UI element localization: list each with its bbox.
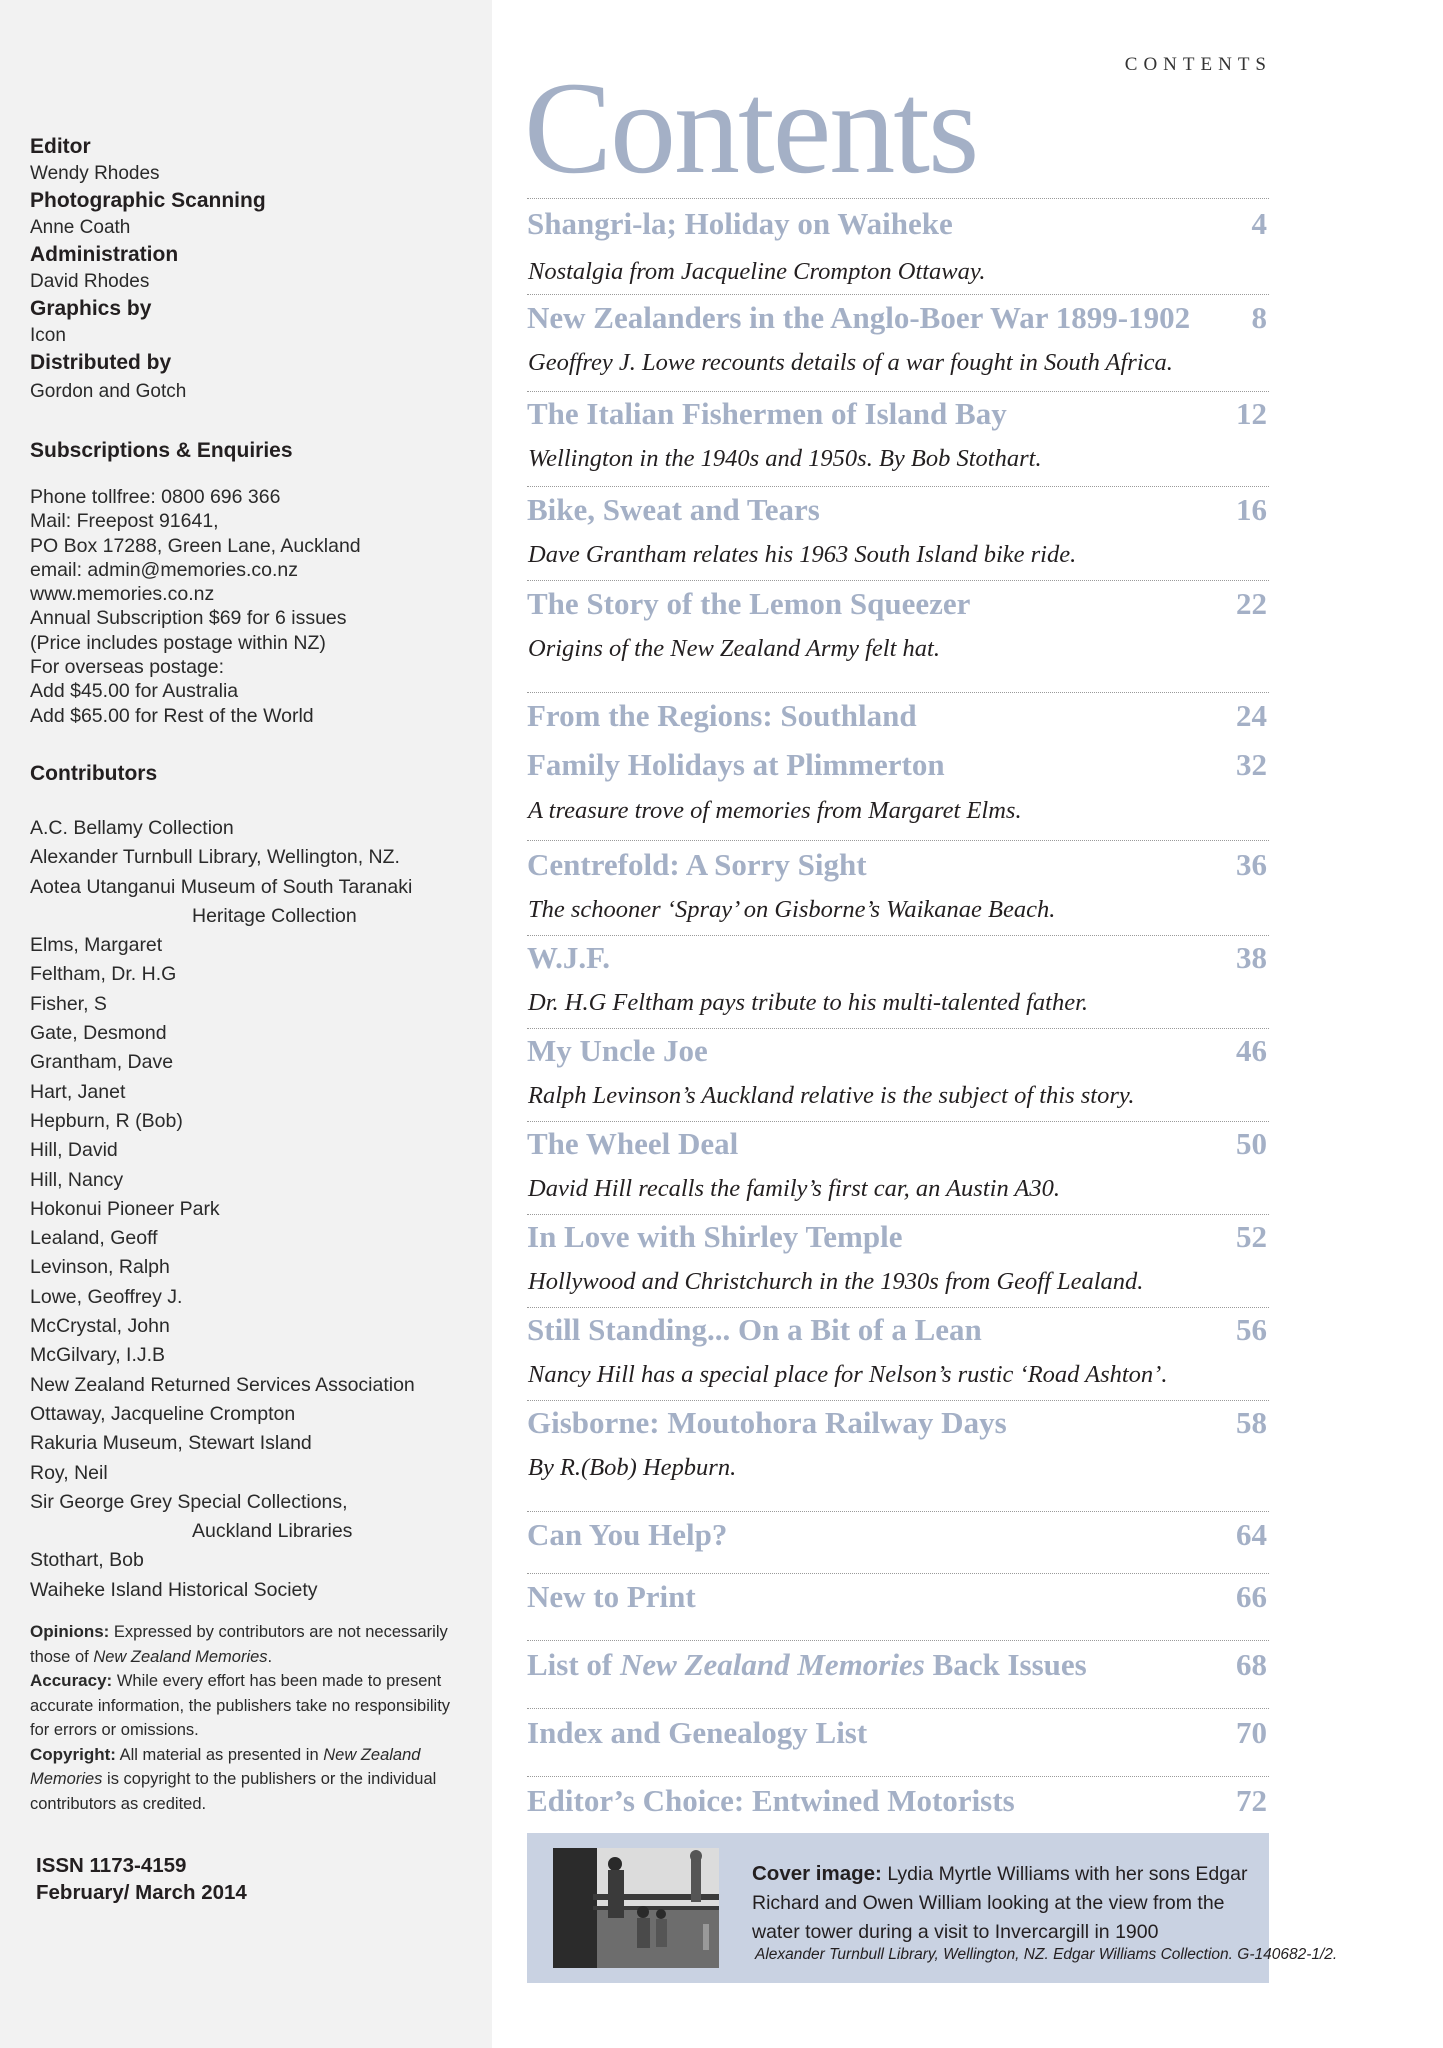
page-title: Contents <box>524 54 978 201</box>
contributor: McGilvary, I.J.B <box>30 1344 166 1367</box>
contributor: Rakuria Museum, Stewart Island <box>30 1432 312 1455</box>
toc-entry-title[interactable]: Index and Genealogy List <box>527 1715 868 1750</box>
toc-entry-page[interactable]: 4 <box>1251 206 1267 241</box>
toc-entry-page[interactable]: 64 <box>1236 1517 1267 1552</box>
toc-entry-page[interactable]: 16 <box>1236 492 1267 527</box>
divider <box>527 1121 1269 1122</box>
contributor: Grantham, Dave <box>30 1051 174 1074</box>
scanning-label: Photographic Scanning <box>30 189 266 212</box>
distributed-label: Distributed by <box>30 351 172 374</box>
toc-entry-page[interactable]: 38 <box>1236 940 1267 975</box>
admin-label: Administration <box>30 243 179 266</box>
toc-entry-page[interactable]: 52 <box>1236 1219 1267 1254</box>
contributor: Waiheke Island Historical Society <box>30 1578 318 1601</box>
toc-entry-title[interactable]: My Uncle Joe <box>527 1033 708 1068</box>
divider <box>527 294 1269 295</box>
toc-entry-page[interactable]: 58 <box>1236 1405 1267 1440</box>
accuracy-notice <box>30 1669 470 1743</box>
toc-entry-subtitle: Dave Grantham relates his 1963 South Island bike ride. <box>528 541 1077 568</box>
toc-entry-page[interactable]: 68 <box>1236 1647 1267 1682</box>
publication-name: New Zealand Memories <box>30 1745 421 1788</box>
contributor: Hokonui Pioneer Park <box>30 1197 220 1220</box>
subscription-line: Annual Subscription $69 for 6 issues <box>30 607 347 630</box>
publication-name: New Zealand Memories <box>93 1647 268 1666</box>
subscription-info <box>30 485 361 728</box>
toc-entry-page[interactable]: 12 <box>1236 396 1267 431</box>
copyright-text: All material as presented in <box>119 1745 319 1764</box>
accuracy-label: Accuracy: <box>30 1671 113 1690</box>
contributor: Hill, David <box>30 1139 118 1162</box>
divider <box>527 935 1269 936</box>
toc-entry-title[interactable]: Centrefold: A Sorry Sight <box>527 847 867 882</box>
toc-entry-page[interactable]: 72 <box>1236 1783 1267 1818</box>
contributor: Levinson, Ralph <box>30 1256 170 1279</box>
cover-description: Lydia Myrtle Williams with her sons Edgar Richard and Owen William looking at the view from the water tower during a visit to Invercargill in 1900 <box>752 1863 1248 1943</box>
contributor: Sir George Grey Special Collections, <box>30 1490 348 1513</box>
contributor: Lealand, Geoff <box>30 1227 158 1250</box>
editor-label: Editor <box>30 135 91 158</box>
graphics-label: Graphics by <box>30 297 152 320</box>
toc-entry-title[interactable]: Family Holidays at Plimmerton <box>527 747 945 782</box>
toc-entry-title[interactable]: The Italian Fishermen of Island Bay <box>527 396 1007 431</box>
subscription-line: Add $45.00 for Australia <box>30 680 239 703</box>
toc-entry-page[interactable]: 50 <box>1236 1126 1267 1161</box>
subscription-line: Add $65.00 for Rest of the World <box>30 704 314 727</box>
toc-entry-page[interactable]: 24 <box>1236 698 1267 733</box>
website-link[interactable]: www.memories.co.nz <box>30 583 215 606</box>
toc-entry-page[interactable]: 66 <box>1236 1579 1267 1614</box>
toc-entry-title[interactable]: Shangri-la; Holiday on Waiheke <box>527 206 953 241</box>
masthead-credits <box>30 133 266 405</box>
opinions-notice <box>30 1620 470 1669</box>
toc-entry-title[interactable]: Bike, Sweat and Tears <box>527 492 820 527</box>
toc-entry-title[interactable]: Editor’s Choice: Entwined Motorists <box>527 1783 1015 1818</box>
toc-entry-page[interactable]: 46 <box>1236 1033 1267 1068</box>
contributor: Gate, Desmond <box>30 1022 167 1045</box>
contributor: Ottaway, Jacqueline Crompton <box>30 1402 296 1425</box>
contributor: Hill, Nancy <box>30 1168 124 1191</box>
toc-entry-title[interactable] <box>527 1646 1087 1684</box>
toc-entry-subtitle: Geoffrey J. Lowe recounts details of a war fought in South Africa. <box>528 349 1173 376</box>
divider <box>527 1573 1269 1574</box>
editor-name: Wendy Rhodes <box>30 163 160 184</box>
divider <box>527 198 1269 199</box>
graphics-name: Icon <box>30 325 66 346</box>
toc-entry-page[interactable]: 22 <box>1236 586 1267 621</box>
toc-entry-subtitle: Wellington in the 1940s and 1950s. By Bob Stothart. <box>528 445 1042 472</box>
contributor: A.C. Bellamy Collection <box>30 817 234 839</box>
contributor: McCrystal, John <box>30 1315 170 1338</box>
opinions-text: Expressed by contributors are not necessarily those of <box>30 1623 448 1666</box>
divider <box>527 840 1269 841</box>
divider <box>527 1028 1269 1029</box>
opinions-end: . <box>267 1647 273 1666</box>
toc-entry-subtitle: Hollywood and Christchurch in the 1930s from Geoff Lealand. <box>528 1268 1144 1295</box>
issn: ISSN 1173-4159 <box>36 1854 187 1877</box>
contributor: Aotea Utanganui Museum of South Taranaki <box>30 875 413 898</box>
masthead-sidebar <box>0 0 492 2048</box>
copyright-end: is copyright to the publishers or the individual contributors as credited. <box>30 1770 437 1813</box>
distributed-name: Gordon and Gotch <box>30 381 187 402</box>
issue-info <box>36 1852 247 1906</box>
copyright-label: Copyright: <box>30 1744 116 1764</box>
toc-entry-subtitle: Dr. H.G Feltham pays tribute to his multi-talented father. <box>528 989 1089 1016</box>
toc-entry-subtitle: The schooner ‘Spray’ on Gisborne’s Waikanae Beach. <box>528 896 1056 923</box>
divider <box>527 391 1269 392</box>
contributors-list <box>30 814 415 1605</box>
toc-entry-title[interactable]: In Love with Shirley Temple <box>527 1219 903 1254</box>
divider <box>527 580 1269 581</box>
toc-entry-title[interactable]: From the Regions: Southland <box>527 698 917 733</box>
subscriptions-label: Subscriptions & Enquiries <box>30 439 293 462</box>
accuracy-text: While every effort has been made to present accurate information, the publishers take no responsibility for errors or omissions. <box>30 1672 451 1739</box>
contributor: Hepburn, R (Bob) <box>30 1109 183 1132</box>
toc-entry-title[interactable]: Still Standing... On a Bit of a Lean <box>527 1312 982 1347</box>
divider <box>527 1214 1269 1215</box>
scanning-name: Anne Coath <box>30 217 131 238</box>
contributor: Feltham, Dr. H.G <box>30 963 177 986</box>
email-link[interactable]: email: admin@memories.co.nz <box>30 558 298 581</box>
toc-entry-page[interactable]: 36 <box>1236 847 1267 882</box>
toc-entry-title[interactable]: Can You Help? <box>527 1517 728 1552</box>
subscription-line: (Price includes postage within NZ) <box>30 631 326 654</box>
cover-photo-thumbnail[interactable] <box>553 1848 719 1968</box>
divider <box>527 692 1269 693</box>
subscription-line: PO Box 17288, Green Lane, Auckland <box>30 534 361 557</box>
subscription-line: Phone tollfree: 0800 696 366 <box>30 486 281 508</box>
contributor: Fisher, S <box>30 992 107 1015</box>
contributor: Auckland Libraries <box>192 1520 353 1543</box>
cover-photo-illustration <box>553 1848 719 1968</box>
toc-entry-page[interactable]: 32 <box>1236 747 1267 782</box>
title-part: List of <box>527 1647 620 1682</box>
contributor: Heritage Collection <box>192 904 357 927</box>
title-part: Back Issues <box>924 1647 1087 1682</box>
divider <box>527 1708 1269 1709</box>
cover-image-box <box>527 1833 1338 1983</box>
section-kicker: CONTENTS <box>1124 54 1272 75</box>
toc-entry-page[interactable]: 8 <box>1251 300 1267 335</box>
contributor: Hart, Janet <box>30 1080 126 1103</box>
toc-entry-subtitle: Origins of the New Zealand Army felt hat. <box>528 635 940 662</box>
cover-caption <box>752 1859 1257 1947</box>
cover-credit: Alexander Turnbull Library, Wellington, NZ. Edgar Williams Collection. G-140682-1/2. <box>755 1946 1338 1963</box>
contributor: Roy, Neil <box>30 1461 108 1484</box>
contributor: Stothart, Bob <box>30 1549 144 1572</box>
toc-entry-subtitle: Nancy Hill has a special place for Nelson’s rustic ‘Road Ashton’. <box>528 1361 1168 1388</box>
toc-entry-title[interactable]: The Story of the Lemon Squeezer <box>527 586 971 621</box>
contributor: New Zealand Returned Services Association <box>30 1373 415 1396</box>
divider <box>527 1400 1269 1401</box>
divider <box>527 1640 1269 1641</box>
toc-entry-subtitle: Ralph Levinson’s Auckland relative is the subject of this story. <box>528 1082 1135 1109</box>
divider <box>527 1307 1269 1308</box>
divider <box>527 1511 1269 1512</box>
opinions-label: Opinions: <box>30 1622 110 1641</box>
toc-entry-title[interactable]: New to Print <box>527 1579 696 1614</box>
admin-name: David Rhodes <box>30 271 150 292</box>
toc-entry-title[interactable]: W.J.F. <box>527 940 610 975</box>
divider <box>527 1776 1269 1777</box>
contributor: Lowe, Geoffrey J. <box>30 1285 183 1308</box>
subscription-line: Mail: Freepost 91641, <box>30 510 219 533</box>
divider <box>527 486 1269 487</box>
contributor: Alexander Turnbull Library, Wellington, NZ. <box>30 846 400 869</box>
toc-entry-title[interactable]: The Wheel Deal <box>527 1126 739 1161</box>
contributor: Elms, Margaret <box>30 934 163 957</box>
copyright-notice <box>30 1743 470 1817</box>
issue-date: February/ March 2014 <box>36 1881 247 1904</box>
contributors-label: Contributors <box>30 762 158 785</box>
toc-entry-page[interactable]: 70 <box>1236 1715 1267 1750</box>
toc-entry-title[interactable]: Gisborne: Moutohora Railway Days <box>527 1405 1007 1440</box>
cover-label: Cover image: <box>752 1862 882 1885</box>
publication-name: New Zealand Memories <box>620 1647 925 1682</box>
legal-notice <box>30 1620 470 1816</box>
toc-entry-subtitle: Nostalgia from Jacqueline Crompton Ottaway. <box>528 258 986 285</box>
toc-entry-page[interactable]: 56 <box>1236 1312 1267 1347</box>
toc-entry-subtitle: By R.(Bob) Hepburn. <box>528 1454 737 1481</box>
toc-entry-title[interactable]: New Zealanders in the Anglo-Boer War 1899-1902 <box>527 300 1191 335</box>
toc-entry-subtitle: David Hill recalls the family’s first car, an Austin A30. <box>528 1175 1060 1202</box>
toc-entry-subtitle: A treasure trove of memories from Margaret Elms. <box>528 797 1022 824</box>
subscription-line: For overseas postage: <box>30 656 225 679</box>
